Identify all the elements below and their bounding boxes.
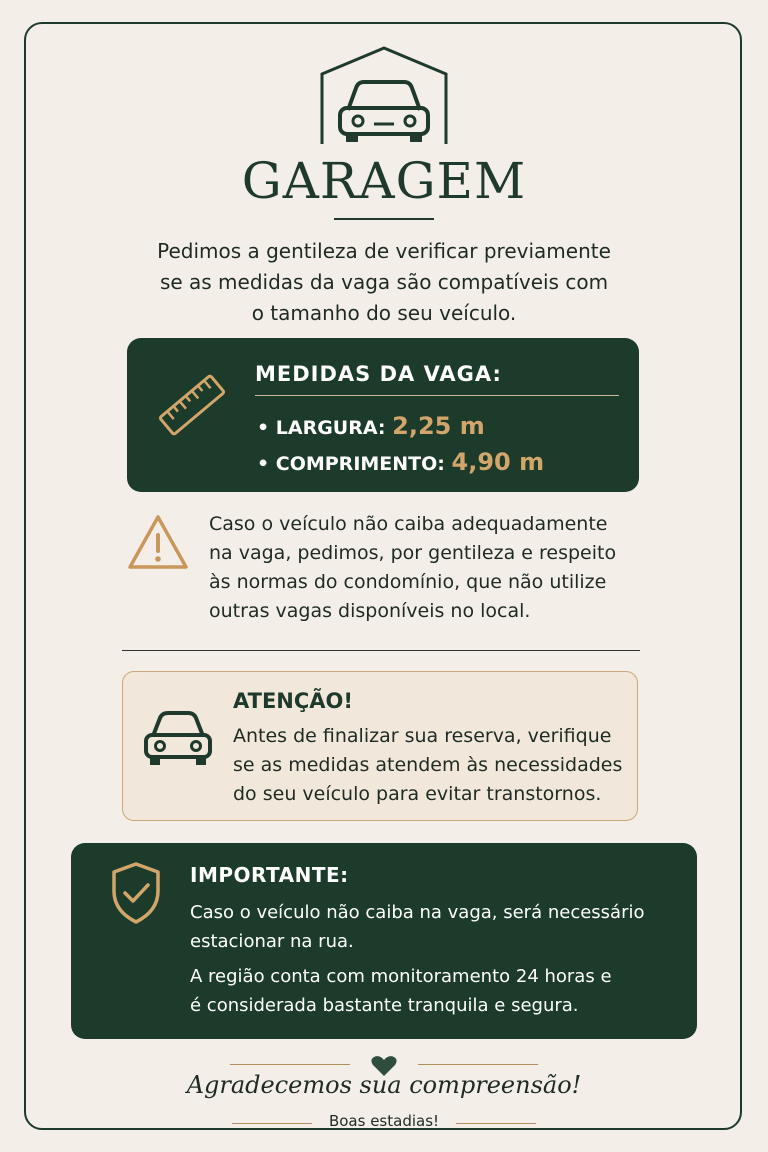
width-value: 2,25 m: [392, 412, 485, 440]
length-item: [257, 448, 544, 476]
warning-line: outras vagas disponíveis no local.: [209, 600, 531, 622]
measures-rule: [255, 395, 619, 396]
attention-line: do seu veículo para evitar transtornos.: [233, 783, 602, 805]
warning-line: na vaga, pedimos, por gentileza e respeito: [209, 542, 617, 564]
warning-line: às normas do condomínio, que não utilize: [209, 571, 607, 593]
attention-line: se as medidas atendem às necessidades: [233, 754, 623, 776]
bye-text: Boas estadias!: [328, 1112, 440, 1130]
warning-line: Caso o veículo não caiba adequadamente: [209, 513, 608, 535]
warning-icon: [126, 513, 190, 571]
length-label: • COMPRIMENTO:: [257, 453, 452, 475]
attention-body: [233, 722, 622, 809]
important-line: A região conta com monitoramento 24 horas e: [190, 966, 612, 987]
important-line: é considerada bastante tranquila e segura.: [190, 995, 579, 1016]
width-item: [257, 412, 485, 440]
ruler-icon: [157, 370, 227, 440]
title-underline: [334, 218, 434, 220]
length-value: 4,90 m: [451, 448, 545, 476]
thanks-text: Agradecemos sua compreensão!: [186, 1071, 582, 1099]
width-label: • LARGURA:: [257, 417, 393, 439]
intro-line: o tamanho do seu veículo.: [251, 301, 517, 325]
measures-heading: MEDIDAS DA VAGA:: [255, 362, 502, 386]
measures-card: [127, 338, 639, 492]
intro-line: se as medidas da vaga são compatíveis com: [159, 270, 609, 294]
footer-rule-right: [418, 1064, 538, 1065]
section-divider: [122, 650, 640, 651]
important-card: [71, 843, 697, 1039]
garage-car-icon: [318, 44, 450, 148]
warning-text: [209, 510, 616, 626]
intro-line: Pedimos a gentileza de verificar previamente: [157, 239, 611, 263]
attention-card: [122, 671, 638, 821]
bye-rule-right: [456, 1123, 536, 1124]
page-title: GARAGEM: [241, 152, 527, 210]
attention-line: Antes de finalizar sua reserva, verifique: [233, 725, 612, 747]
footer-rule-left: [230, 1064, 350, 1065]
attention-heading: ATENÇÃO!: [233, 689, 353, 713]
important-line: Caso o veículo não caiba na vaga, será necessário: [190, 902, 645, 923]
car-icon: [141, 708, 215, 768]
important-line: estacionar na rua.: [190, 931, 354, 952]
important-heading: IMPORTANTE:: [190, 863, 349, 887]
intro-text: [0, 236, 768, 329]
important-body: [190, 898, 645, 1020]
shield-check-icon: [110, 861, 162, 925]
